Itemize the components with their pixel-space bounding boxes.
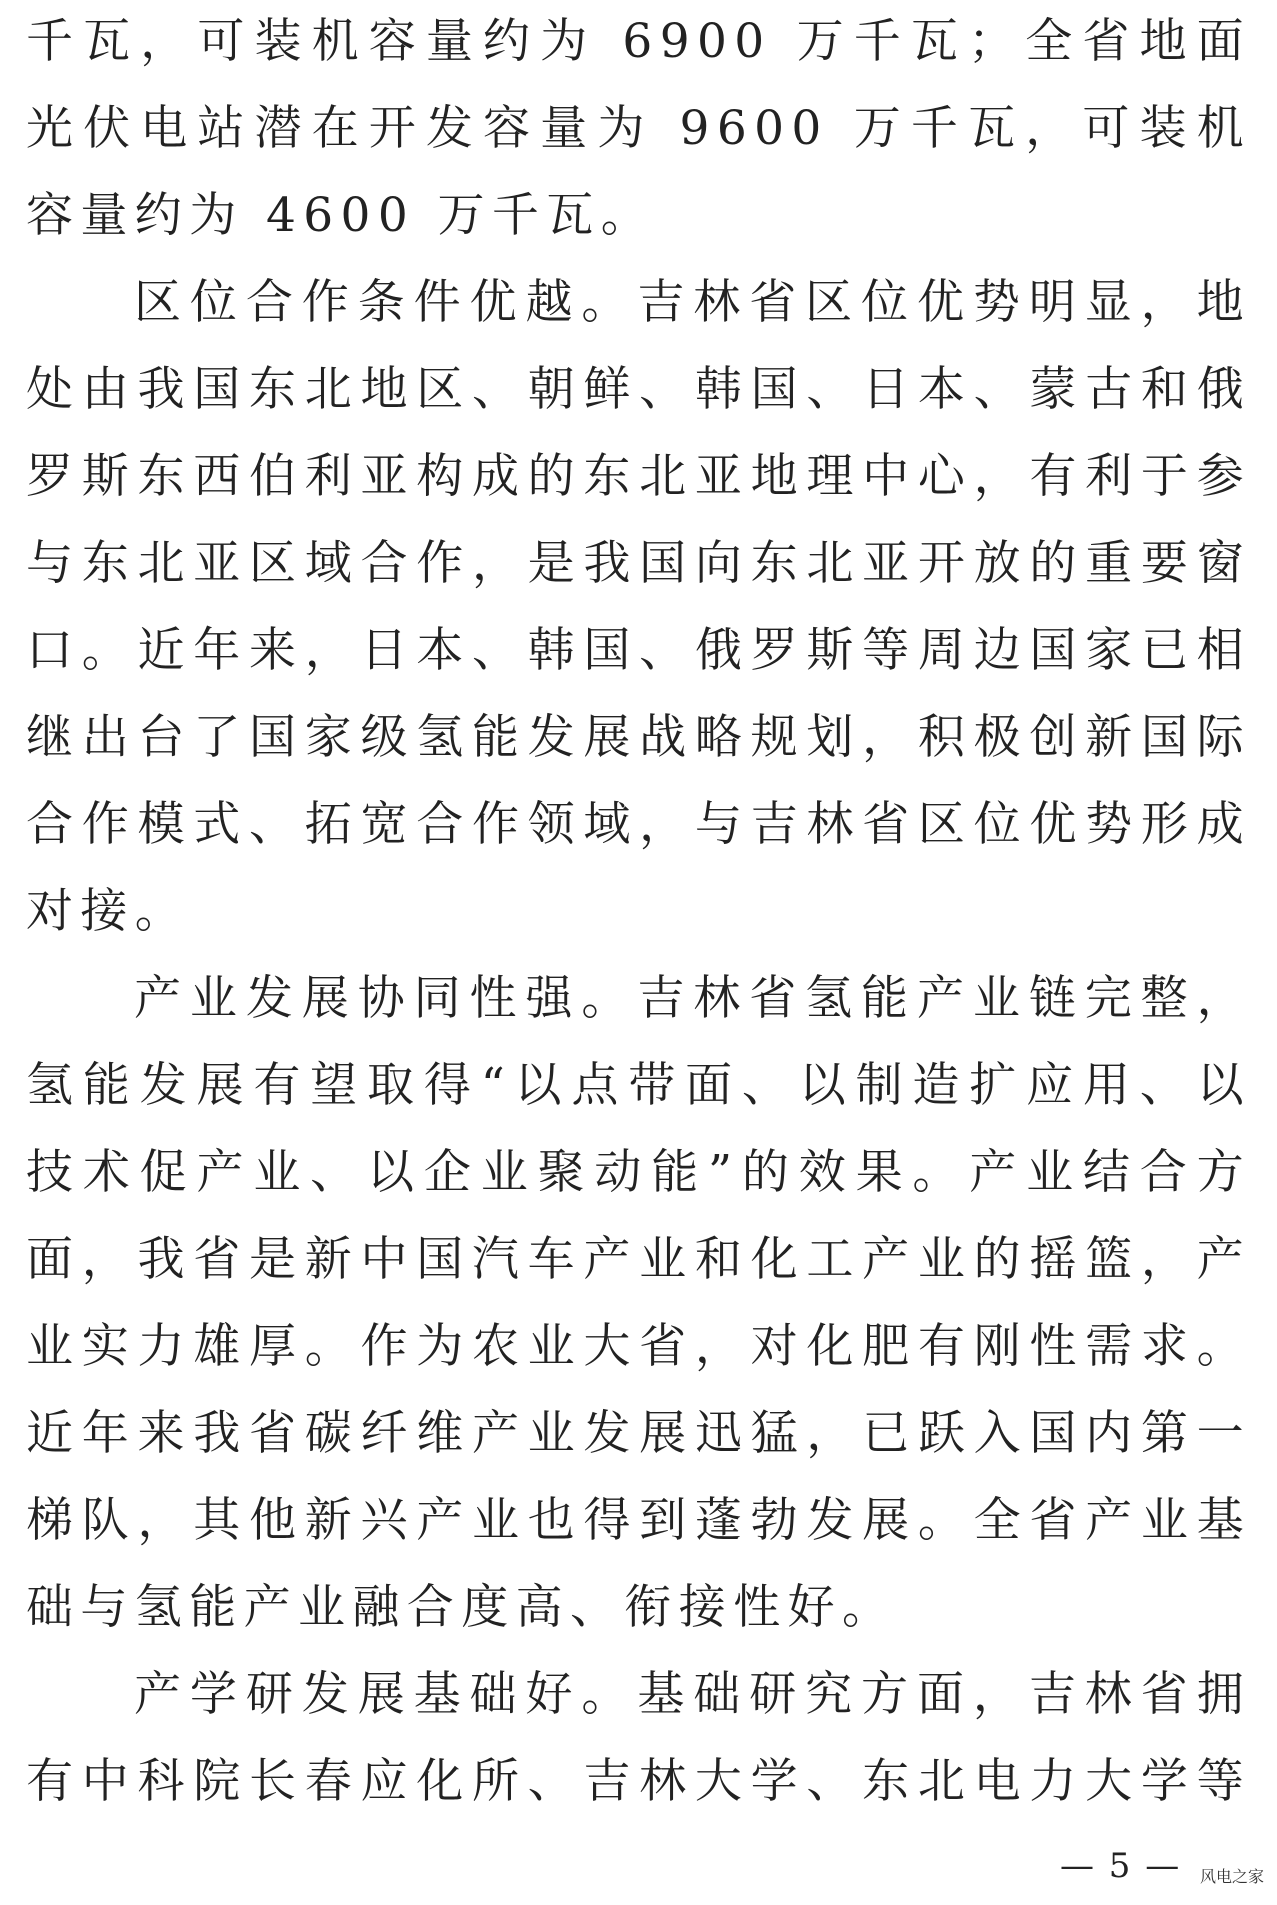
- paragraph-research-foundation: 产学研发展基础好。基础研究方面，吉林省拥有中科院长春应化所、吉林大学、东北电力大学等: [26, 1667, 1251, 1809]
- page-footer: [0, 1842, 1277, 1905]
- watermark-text: 风电之家: [1200, 1867, 1265, 1886]
- paragraph-industry-synergy: 产业发展协同性强。吉林省氢能产业链完整，氢能发展有望取得“以点带面、以制造扩应用、以技术促产业、以企业聚动能”的效果。产业结合方面，我省是新中国汽车产业和化工产业的摇篮，产业实力雄厚。作为农业大省，对化肥有刚性需求。近年来我省碳纤维产业发展迅猛，已跃入国内第一梯队，其他新兴产业也得到蓬勃发展。全省产业基础与氢能产业融合度高、衔接性好。: [26, 971, 1251, 1635]
- page-number: — 5 —: [1060, 1846, 1182, 1886]
- paragraph-location-advantage: 区位合作条件优越。吉林省区位优势明显，地处由我国东北地区、朝鲜、韩国、日本、蒙古和俄罗斯东西伯利亚构成的东北亚地理中心，有利于参与东北亚区域合作，是我国向东北亚开放的重要窗口。近年来，日本、韩国、俄罗斯等周边国家已相继出台了国家级氢能发展战略规划，积极创新国际合作模式、拓宽合作领域，与吉林省区位优势形成对接。: [26, 275, 1251, 939]
- document-page: [26, 0, 1251, 1840]
- paragraph-continuation: 千瓦，可装机容量约为 6900 万千瓦；全省地面光伏电站潜在开发容量为 9600 万千瓦，可装机容量约为 4600 万千瓦。: [26, 14, 1251, 243]
